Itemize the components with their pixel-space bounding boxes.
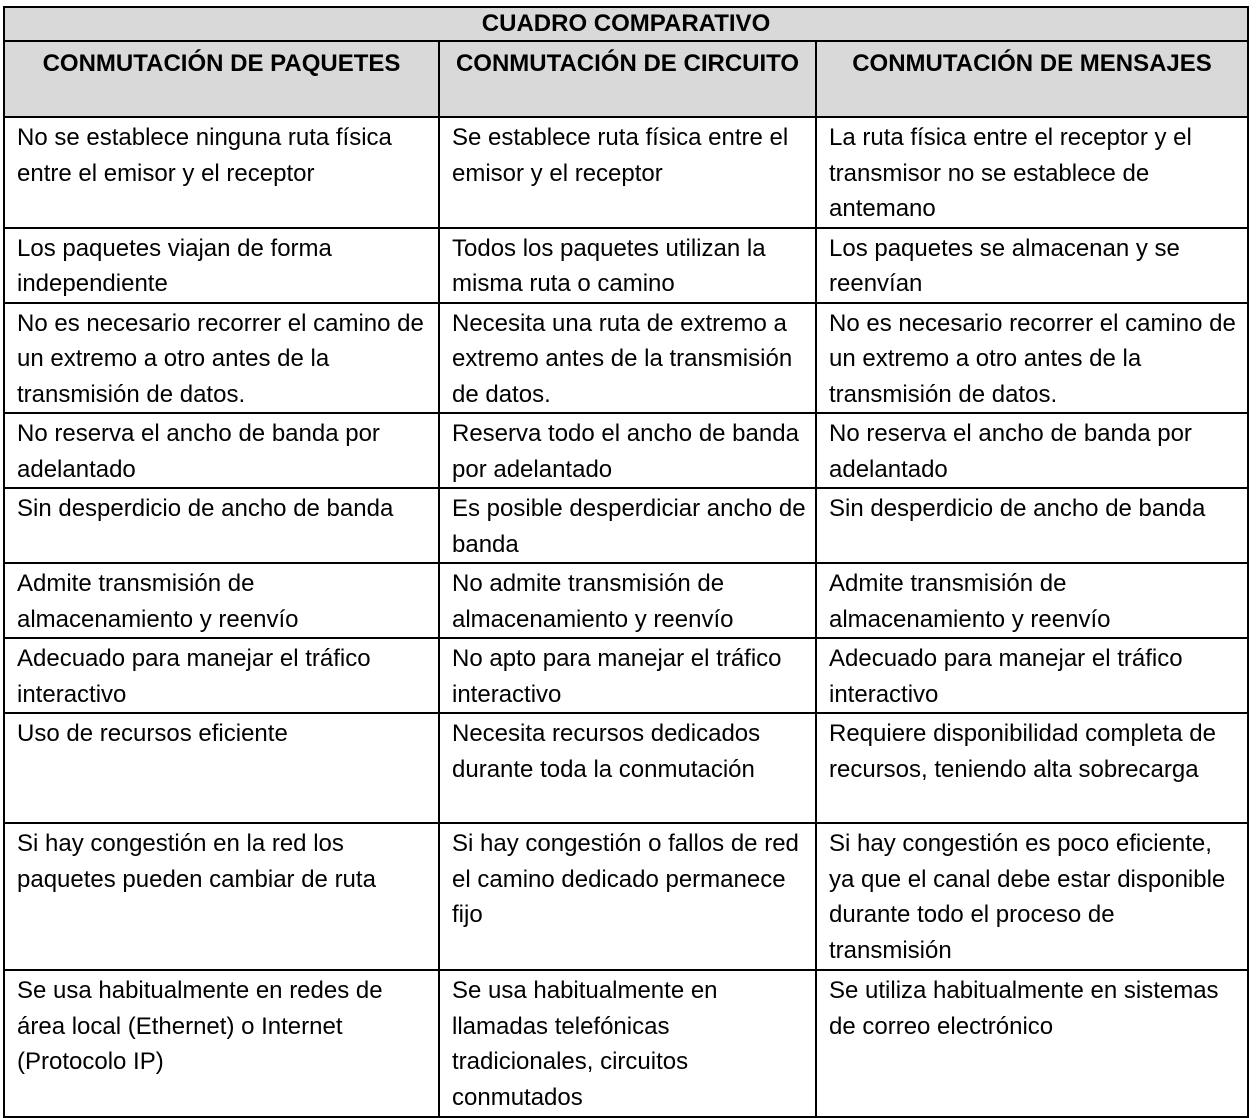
table-row bbox=[4, 303, 1248, 414]
cell-circuit: Todos los paquetes utilizan la misma ruta o camino bbox=[439, 228, 816, 303]
cell-messages: Los paquetes se almacenan y se reenvían bbox=[816, 228, 1248, 303]
cell-messages: Admite transmisión de almacenamiento y reenvío bbox=[816, 563, 1248, 638]
cell-circuit: No admite transmisión de almacenamiento y reenvío bbox=[439, 563, 816, 638]
cell-messages: No reserva el ancho de banda por adelantado bbox=[816, 413, 1248, 488]
cell-packets: Admite transmisión de almacenamiento y reenvío bbox=[4, 563, 439, 638]
cell-circuit: Si hay congestión o fallos de red el camino dedicado permanece fijo bbox=[439, 823, 816, 970]
cell-circuit: Se usa habitualmente en llamadas telefónicas tradicionales, circuitos conmutados bbox=[439, 970, 816, 1117]
header-circuit: CONMUTACIÓN DE CIRCUITO bbox=[439, 41, 816, 117]
table-caption: CUADRO COMPARATIVO bbox=[4, 7, 1248, 41]
cell-messages: La ruta física entre el receptor y el transmisor no se establece de antemano bbox=[816, 117, 1248, 228]
cell-circuit: No apto para manejar el tráfico interactivo bbox=[439, 638, 816, 713]
cell-circuit: Es posible desperdiciar ancho de banda bbox=[439, 488, 816, 563]
table-row bbox=[4, 563, 1248, 638]
cell-messages: Sin desperdicio de ancho de banda bbox=[816, 488, 1248, 563]
table-row bbox=[4, 488, 1248, 563]
cell-messages: Si hay congestión es poco eficiente, ya que el canal debe estar disponible durante todo el proceso de transmisión bbox=[816, 823, 1248, 970]
cell-packets: Se usa habitualmente en redes de área local (Ethernet) o Internet (Protocolo IP) bbox=[4, 970, 439, 1117]
table-row bbox=[4, 117, 1248, 228]
table-row bbox=[4, 638, 1248, 713]
cell-messages: No es necesario recorrer el camino de un extremo a otro antes de la transmisión de datos. bbox=[816, 303, 1248, 414]
cell-packets: No reserva el ancho de banda por adelantado bbox=[4, 413, 439, 488]
table-row bbox=[4, 413, 1248, 488]
cell-packets: Sin desperdicio de ancho de banda bbox=[4, 488, 439, 563]
cell-circuit: Se establece ruta física entre el emisor y el receptor bbox=[439, 117, 816, 228]
cell-messages: Adecuado para manejar el tráfico interactivo bbox=[816, 638, 1248, 713]
cell-packets: Los paquetes viajan de forma independiente bbox=[4, 228, 439, 303]
cell-packets: Adecuado para manejar el tráfico interactivo bbox=[4, 638, 439, 713]
cell-circuit: Reserva todo el ancho de banda por adelantado bbox=[439, 413, 816, 488]
header-packets: CONMUTACIÓN DE PAQUETES bbox=[4, 41, 439, 117]
cell-packets: No se establece ninguna ruta física entre el emisor y el receptor bbox=[4, 117, 439, 228]
comparison-table bbox=[3, 6, 1249, 1118]
cell-circuit: Necesita una ruta de extremo a extremo antes de la transmisión de datos. bbox=[439, 303, 816, 414]
table-row bbox=[4, 713, 1248, 823]
header-messages: CONMUTACIÓN DE MENSAJES bbox=[816, 41, 1248, 117]
caption-row bbox=[4, 7, 1248, 41]
header-row bbox=[4, 41, 1248, 117]
table-row bbox=[4, 228, 1248, 303]
cell-packets: Uso de recursos eficiente bbox=[4, 713, 439, 823]
cell-messages: Se utiliza habitualmente en sistemas de correo electrónico bbox=[816, 970, 1248, 1117]
comparison-table-container bbox=[3, 6, 1247, 1118]
cell-messages: Requiere disponibilidad completa de recursos, teniendo alta sobrecarga bbox=[816, 713, 1248, 823]
cell-packets: No es necesario recorrer el camino de un extremo a otro antes de la transmisión de datos. bbox=[4, 303, 439, 414]
cell-circuit: Necesita recursos dedicados durante toda la conmutación bbox=[439, 713, 816, 823]
table-row bbox=[4, 970, 1248, 1117]
cell-packets: Si hay congestión en la red los paquetes pueden cambiar de ruta bbox=[4, 823, 439, 970]
table-row bbox=[4, 823, 1248, 970]
